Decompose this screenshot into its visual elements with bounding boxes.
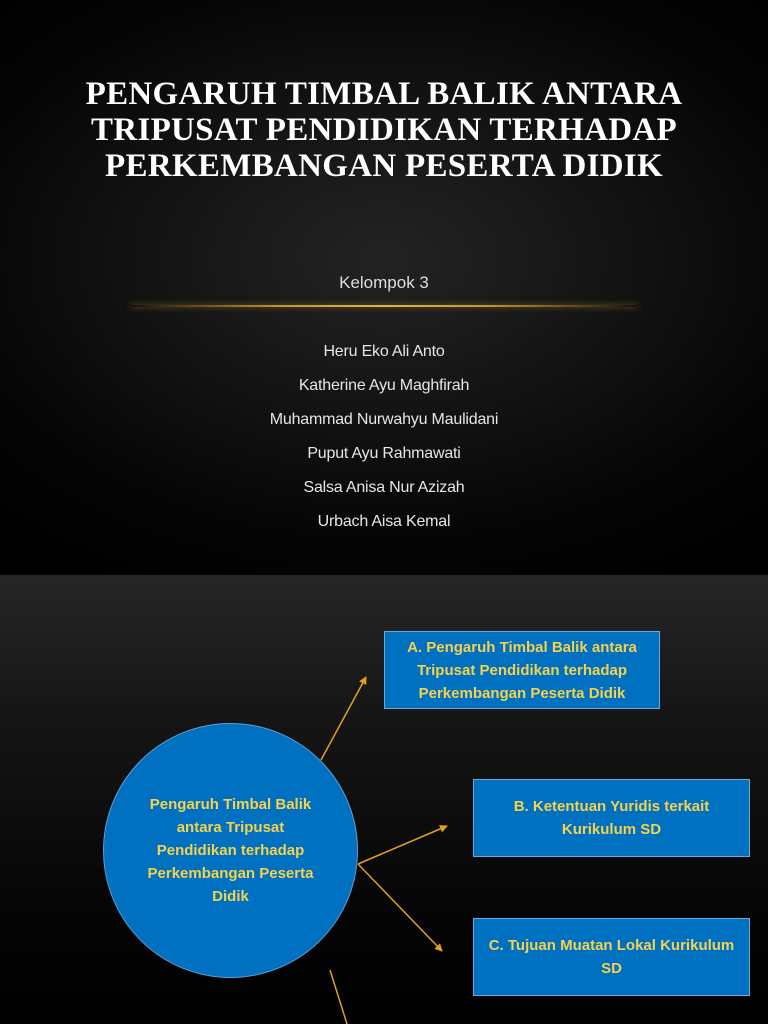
group-label: Kelompok 3 xyxy=(339,273,429,292)
member-name: Salsa Anisa Nur Azizah xyxy=(303,479,465,496)
member-list xyxy=(0,340,768,544)
arrow-to-box-b xyxy=(358,826,447,864)
box-b: B. Ketentuan Yuridis terkait Kurikulum SD xyxy=(473,779,750,857)
member-name: Urbach Aisa Kemal xyxy=(317,513,451,530)
divider-line xyxy=(130,305,638,307)
title-line-3: PERKEMBANGAN PESERTA DIDIK xyxy=(105,148,663,184)
center-circle xyxy=(103,723,358,978)
center-circle-text: Pengaruh Timbal Balik antara Tripusat Pendidikan terhadap Perkembangan Peserta Didik xyxy=(147,796,314,905)
member-name: Muhammad Nurwahyu Maulidani xyxy=(269,411,499,428)
member-name: Heru Eko Ali Anto xyxy=(323,343,445,360)
arrow-down xyxy=(330,970,347,1024)
arrow-to-box-a xyxy=(321,677,366,760)
box-a: A. Pengaruh Timbal Balik antara Tripusat Pendidikan terhadap Perkembangan Peserta Didik xyxy=(384,631,660,709)
member-name: Katherine Ayu Maghfirah xyxy=(298,377,470,394)
title-line-1: PENGARUH TIMBAL BALIK ANTARA xyxy=(85,76,683,112)
box-c: C. Tujuan Muatan Lokal Kurikulum SD xyxy=(473,918,750,996)
diagram-slide xyxy=(0,575,768,1024)
title-line-2: TRIPUSAT PENDIDIKAN TERHADAP xyxy=(91,112,677,148)
arrow-to-box-c xyxy=(358,864,442,951)
member-name: Puput Ayu Rahmawati xyxy=(307,445,461,462)
slide-title xyxy=(20,76,748,184)
